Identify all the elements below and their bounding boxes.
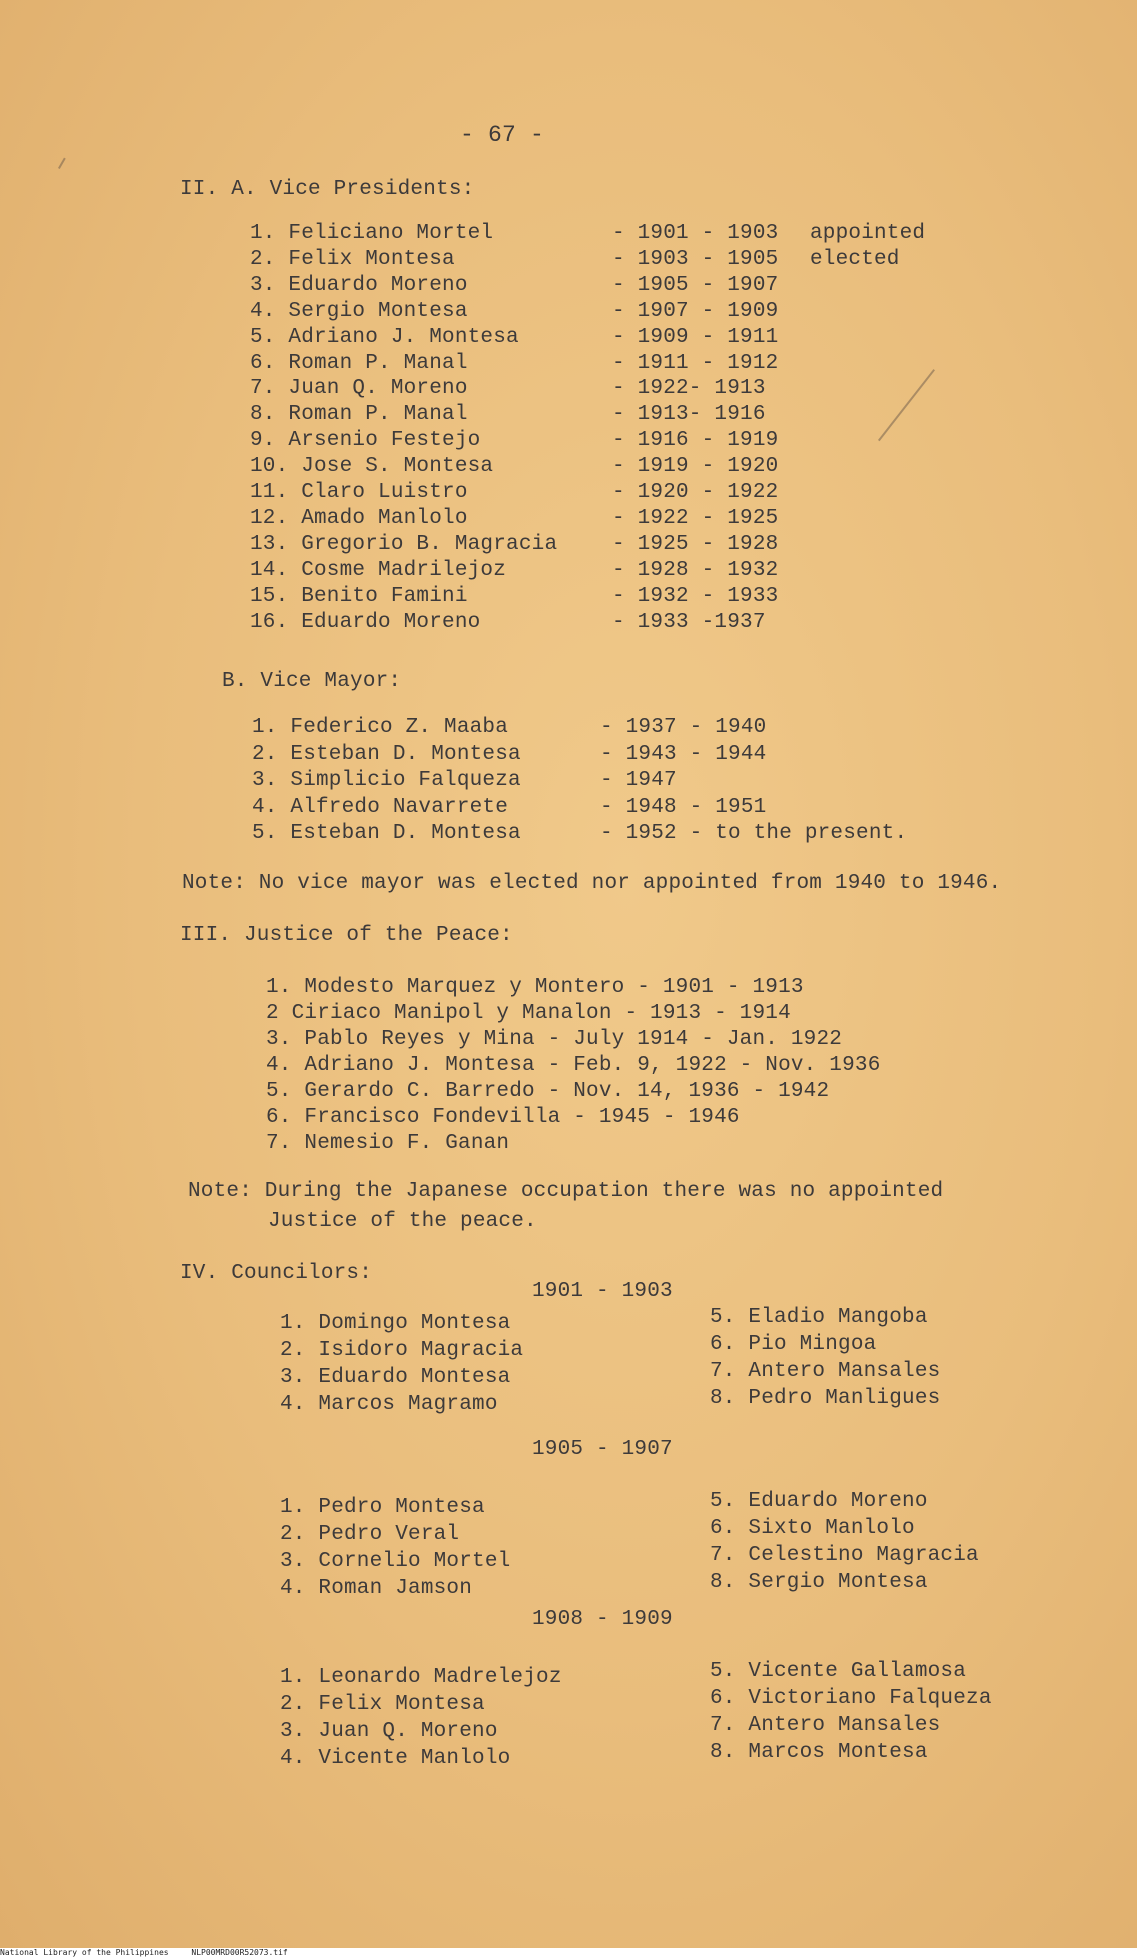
- vice-president-name: 1. Feliciano Mortel: [250, 222, 494, 245]
- councilor-name: 3. Cornelio Mortel: [280, 1550, 511, 1573]
- justice-entry: 4. Adriano J. Montesa - Feb. 9, 1922 - Nov. 1936: [266, 1054, 881, 1077]
- councilor-name: 8. Pedro Manligues: [710, 1387, 941, 1410]
- vice-president-term: - 1922 - 1925: [612, 506, 779, 530]
- vice-president-name: 11. Claro Luistro: [250, 481, 468, 504]
- vice-mayor-name: 1. Federico Z. Maaba: [252, 716, 509, 739]
- pen-mark: [58, 158, 65, 169]
- vice-president-term: - 1913- 1916: [612, 403, 766, 427]
- vice-president-term: - 1901 - 1903: [612, 222, 779, 245]
- vice-president-term: - 1932 - 1933: [612, 584, 779, 608]
- vice-president-name: 14. Cosme Madrilejoz: [250, 558, 507, 582]
- section-heading-vice-mayor: B. Vice Mayor:: [222, 670, 402, 693]
- councilor-name: 1. Domingo Montesa: [280, 1312, 511, 1335]
- councilor-name: 1. Leonardo Madrelejoz: [280, 1666, 562, 1689]
- justice-entry: 1. Modesto Marquez y Montero - 1901 - 1913: [266, 976, 804, 999]
- vice-mayor-name: 3. Simplicio Falqueza: [252, 769, 521, 792]
- vice-president-name: 7. Juan Q. Moreno: [250, 377, 468, 401]
- scan-footer: [0, 1948, 1137, 1958]
- councilor-name: 2. Pedro Veral: [280, 1523, 460, 1546]
- vice-president-name: 10. Jose S. Montesa: [250, 455, 494, 479]
- vice-president-term: - 1903 - 1905: [612, 247, 779, 271]
- section-heading-councilors: IV. Councilors:: [180, 1262, 373, 1285]
- vice-mayor-term: - 1937 - 1940: [600, 716, 767, 739]
- vice-president-name: 12. Amado Manlolo: [250, 506, 468, 530]
- councilor-name: 4. Marcos Magramo: [280, 1393, 498, 1416]
- vice-president-term: - 1905 - 1907: [612, 273, 779, 297]
- vice-president-name: 3. Eduardo Moreno: [250, 273, 468, 297]
- councilor-name: 5. Vicente Gallamosa: [710, 1660, 967, 1683]
- vice-president-name: 6. Roman P. Manal: [250, 351, 468, 375]
- vice-mayor-name: 2. Esteban D. Montesa: [252, 742, 521, 766]
- vice-mayor-note: Note: No vice mayor was elected nor appointed from 1940 to 1946.: [182, 872, 1002, 895]
- vice-president-term: - 1919 - 1920: [612, 455, 779, 479]
- vice-mayor-term: - 1943 - 1944: [600, 742, 767, 766]
- vice-mayor-name: 4. Alfredo Navarrete: [252, 795, 509, 819]
- justice-note-line-1: Note: During the Japanese occupation there was no appointed: [188, 1180, 944, 1203]
- councilor-name: 3. Juan Q. Moreno: [280, 1720, 498, 1743]
- councilor-name: 4. Roman Jamson: [280, 1577, 473, 1600]
- councilor-name: 8. Marcos Montesa: [710, 1741, 928, 1764]
- vice-president-name: 5. Adriano J. Montesa: [250, 325, 519, 349]
- councilors-period: 1901 - 1903: [532, 1280, 673, 1303]
- councilor-name: 7. Antero Mansales: [710, 1714, 941, 1737]
- councilor-name: 2. Felix Montesa: [280, 1693, 485, 1716]
- vice-president-name: 2. Felix Montesa: [250, 247, 455, 271]
- vice-mayor-term: - 1947: [600, 769, 677, 792]
- councilor-name: 6. Sixto Manlolo: [710, 1517, 915, 1540]
- vice-president-name: 4. Sergio Montesa: [250, 299, 468, 323]
- justice-entry: 3. Pablo Reyes y Mina - July 1914 - Jan. 1922: [266, 1028, 843, 1051]
- councilor-name: 7. Antero Mansales: [710, 1360, 941, 1383]
- justice-entry: 2 Ciriaco Manipol y Manalon - 1913 - 1914: [266, 1002, 791, 1025]
- councilor-name: 1. Pedro Montesa: [280, 1496, 485, 1519]
- vice-mayor-name: 5. Esteban D. Montesa: [252, 822, 521, 845]
- justice-note-line-2: Justice of the peace.: [268, 1210, 537, 1233]
- vice-president-name: 9. Arsenio Festejo: [250, 429, 481, 453]
- vice-president-term: - 1933 -1937: [612, 610, 766, 634]
- section-heading-justice: III. Justice of the Peace:: [180, 924, 513, 947]
- footer-file: NLP00MRD00R52073.tif: [191, 1948, 288, 1957]
- vice-president-name: 8. Roman P. Manal: [250, 403, 468, 427]
- vice-president-term: - 1922- 1913: [612, 377, 766, 401]
- vice-president-note: appointed: [810, 222, 926, 245]
- vice-mayor-term: - 1948 - 1951: [600, 795, 767, 819]
- page-number: - 67 -: [460, 122, 545, 148]
- justice-entry: 6. Francisco Fondevilla - 1945 - 1946: [266, 1106, 740, 1129]
- councilor-name: 5. Eduardo Moreno: [710, 1490, 928, 1513]
- vice-president-term: - 1909 - 1911: [612, 325, 779, 349]
- councilors-period: 1908 - 1909: [532, 1608, 673, 1631]
- councilor-name: 7. Celestino Magracia: [710, 1544, 979, 1567]
- vice-president-name: 15. Benito Famini: [250, 584, 468, 608]
- vice-president-term: - 1920 - 1922: [612, 481, 779, 504]
- vice-president-term: - 1928 - 1932: [612, 558, 779, 582]
- councilor-name: 3. Eduardo Montesa: [280, 1366, 511, 1389]
- councilor-name: 2. Isidoro Magracia: [280, 1339, 524, 1362]
- vice-president-name: 16. Eduardo Moreno: [250, 610, 481, 634]
- vice-president-term: - 1907 - 1909: [612, 299, 779, 323]
- councilor-name: 4. Vicente Manlolo: [280, 1747, 511, 1770]
- councilor-name: 6. Pio Mingoa: [710, 1333, 877, 1356]
- councilor-name: 8. Sergio Montesa: [710, 1571, 928, 1594]
- vice-mayor-term: - 1952 - to the present.: [600, 822, 908, 845]
- justice-entry: 7. Nemesio F. Ganan: [266, 1132, 510, 1155]
- vice-president-term: - 1911 - 1912: [612, 351, 779, 375]
- councilor-name: 6. Victoriano Falqueza: [710, 1687, 992, 1710]
- pen-mark: [878, 369, 935, 441]
- vice-president-term: - 1916 - 1919: [612, 429, 779, 453]
- councilors-period: 1905 - 1907: [532, 1438, 673, 1461]
- councilor-name: 5. Eladio Mangoba: [710, 1306, 928, 1329]
- vice-president-note: elected: [810, 247, 900, 271]
- footer-library: National Library of the Philippines: [0, 1948, 169, 1957]
- vice-president-term: - 1925 - 1928: [612, 532, 779, 556]
- vice-president-name: 13. Gregorio B. Magracia: [250, 532, 558, 556]
- section-heading-vice-presidents: II. A. Vice Presidents:: [180, 178, 475, 201]
- justice-entry: 5. Gerardo C. Barredo - Nov. 14, 1936 - 1942: [266, 1080, 830, 1103]
